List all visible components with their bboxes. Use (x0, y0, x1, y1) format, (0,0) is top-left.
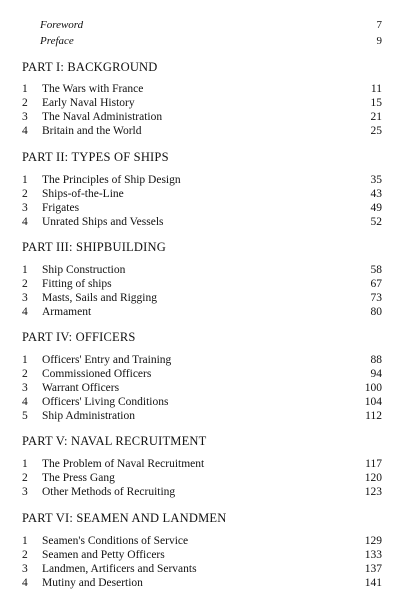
toc-entry (22, 110, 382, 124)
entry-title: The Press Gang (42, 472, 115, 484)
toc-entry (22, 187, 382, 201)
entry-title: Warrant Officers (42, 382, 120, 394)
entry-number: 2 (22, 549, 28, 561)
entry-page: 88 (370, 354, 382, 366)
entry-number: 2 (22, 472, 28, 484)
entry-page: 133 (364, 549, 382, 561)
entry-page: 15 (370, 97, 382, 109)
part-heading: PART III: SHIPBUILDING (22, 240, 166, 254)
toc-entry (22, 201, 382, 215)
entry-title: The Naval Administration (42, 111, 163, 123)
entry-page: 52 (370, 216, 382, 228)
entry-number: 3 (22, 111, 28, 123)
part-heading: PART II: TYPES OF SHIPS (22, 150, 169, 164)
toc-entry (22, 124, 382, 138)
entry-page: 73 (370, 292, 382, 304)
entry-number: 1 (22, 264, 28, 276)
part-heading: PART IV: OFFICERS (22, 330, 136, 344)
entry-page: 112 (365, 410, 382, 422)
entry-page: 49 (370, 202, 382, 214)
part-heading: PART I: BACKGROUND (22, 60, 158, 74)
entry-number: 3 (22, 486, 28, 498)
toc-front-preface (40, 34, 382, 48)
entry-title: Ship Administration (42, 410, 135, 422)
entry-number: 3 (22, 202, 28, 214)
entry-number: 1 (22, 174, 28, 186)
entry-title: Armament (42, 306, 92, 318)
entry-title: The Problem of Naval Recruitment (42, 458, 205, 470)
entry-page: 120 (364, 472, 382, 484)
entry-title: Ship Construction (42, 264, 126, 276)
toc-entry (22, 485, 382, 499)
entry-number: 5 (22, 410, 28, 422)
entry-title: Mutiny and Desertion (42, 577, 143, 589)
entry-title: The Wars with France (42, 83, 144, 95)
entry-number: 3 (22, 563, 28, 575)
entry-page: 67 (370, 278, 382, 290)
entry-page: 94 (370, 368, 382, 380)
entry-number: 1 (22, 83, 28, 95)
entry-title: Ships-of-the-Line (42, 188, 124, 200)
entry-page: 80 (370, 306, 382, 318)
toc-entry (22, 471, 382, 485)
toc-entry (22, 562, 382, 576)
toc-entry (22, 305, 382, 319)
toc-entry (22, 277, 382, 291)
part-heading: PART V: NAVAL RECRUITMENT (22, 434, 207, 448)
entry-number: 4 (22, 396, 28, 408)
entry-title: Unrated Ships and Vessels (42, 216, 164, 228)
toc-entry (22, 548, 382, 562)
entry-page: 25 (370, 125, 382, 137)
entry-page: 117 (365, 458, 382, 470)
entry-title: Officers' Entry and Training (42, 354, 172, 366)
entry-title: Other Methods of Recruiting (42, 486, 176, 498)
toc-entry (22, 576, 382, 590)
toc-entry (22, 353, 382, 367)
entry-page: 35 (370, 174, 382, 186)
entry-number: 1 (22, 354, 28, 366)
toc-entry (22, 82, 382, 96)
entry-page: 137 (364, 563, 382, 575)
toc-entry (22, 263, 382, 277)
toc-entry (22, 215, 382, 229)
entry-page: 123 (364, 486, 382, 498)
toc-entry (22, 395, 382, 409)
entry-title: Landmen, Artificers and Servants (42, 563, 197, 575)
toc-front-foreword (40, 18, 382, 32)
entry-number: 3 (22, 292, 28, 304)
entry-title: Britain and the World (42, 125, 142, 137)
entry-title: Foreword (40, 19, 84, 31)
toc-entry (22, 367, 382, 381)
entry-title: Frigates (42, 202, 80, 214)
entry-number: 2 (22, 278, 28, 290)
toc-entry (22, 96, 382, 110)
entry-page: 11 (370, 83, 382, 95)
part-heading: PART VI: SEAMEN AND LANDMEN (22, 511, 227, 525)
entry-number: 4 (22, 125, 28, 137)
entry-number: 2 (22, 368, 28, 380)
entry-title: Masts, Sails and Rigging (42, 292, 158, 304)
entry-page: 100 (364, 382, 382, 394)
entry-page: 141 (364, 577, 382, 589)
entry-page: 9 (376, 35, 382, 47)
toc-entry (22, 173, 382, 187)
entry-title: Seamen's Conditions of Service (42, 535, 189, 547)
entry-page: 43 (370, 188, 382, 200)
entry-number: 4 (22, 216, 28, 228)
entry-title: Seamen and Petty Officers (42, 549, 165, 561)
entry-number: 3 (22, 382, 28, 394)
entry-title: Early Naval History (42, 97, 135, 109)
entry-page: 129 (364, 535, 382, 547)
entry-page: 21 (370, 111, 382, 123)
entry-page: 104 (364, 396, 382, 408)
entry-number: 2 (22, 188, 28, 200)
entry-number: 1 (22, 535, 28, 547)
entry-number: 4 (22, 306, 28, 318)
entry-title: Officers' Living Conditions (42, 396, 169, 408)
toc-entry (22, 457, 382, 471)
toc-entry (22, 534, 382, 548)
entry-number: 2 (22, 97, 28, 109)
toc-entry (22, 381, 382, 395)
entry-number: 1 (22, 458, 28, 470)
toc-entry (22, 291, 382, 305)
entry-page: 58 (370, 264, 382, 276)
entry-page: 7 (376, 19, 382, 31)
entry-number: 4 (22, 577, 28, 589)
entry-title: Commissioned Officers (42, 368, 152, 380)
entry-title: Fitting of ships (42, 278, 112, 290)
entry-title: Preface (40, 35, 74, 47)
toc-entry (22, 409, 382, 423)
entry-title: The Principles of Ship Design (42, 174, 181, 186)
